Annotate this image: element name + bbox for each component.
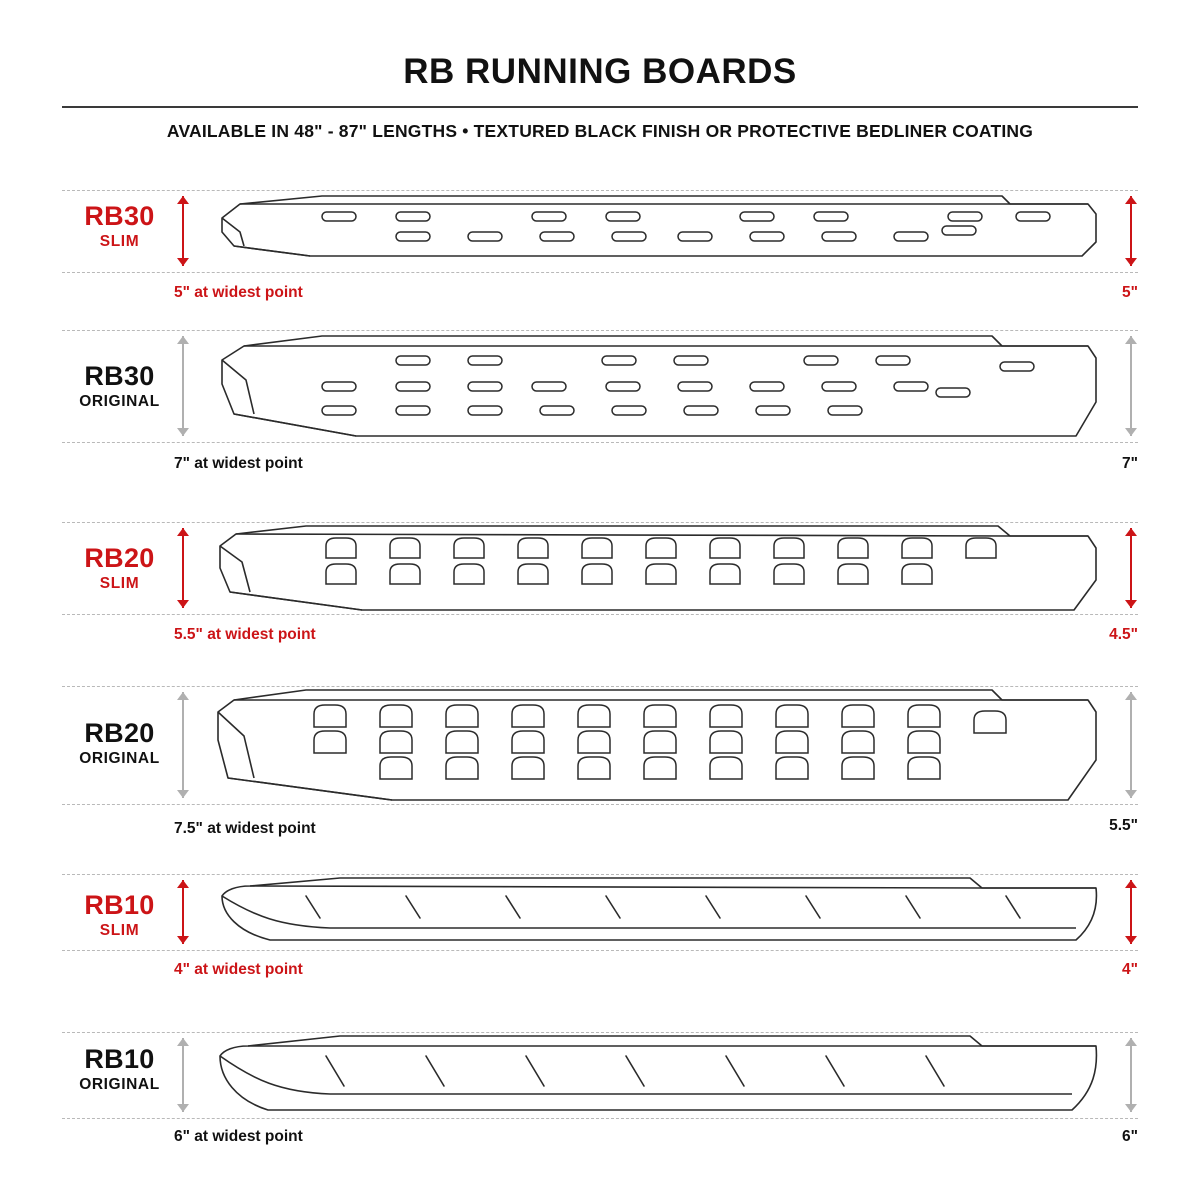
height-arrow-right bbox=[1124, 692, 1138, 798]
height-arrow-right bbox=[1124, 880, 1138, 944]
model-name: RB10 bbox=[84, 890, 155, 920]
page-title: RB RUNNING BOARDS bbox=[403, 52, 797, 91]
height-caption: 5.5" bbox=[1109, 817, 1138, 834]
model-variant: SLIM bbox=[99, 232, 140, 250]
height-caption: 6" bbox=[1122, 1128, 1138, 1145]
board-illustration-rb30-slim bbox=[210, 186, 1100, 281]
model-name: RB20 bbox=[84, 718, 155, 748]
board-illustration-rb20-slim bbox=[210, 518, 1100, 623]
height-arrow-left bbox=[176, 196, 190, 266]
header bbox=[0, 0, 1200, 142]
height-arrow-right bbox=[1124, 1038, 1138, 1112]
model-variant: ORIGINAL bbox=[79, 1075, 160, 1093]
board-illustration-rb20-original bbox=[210, 682, 1100, 812]
row-label bbox=[62, 720, 177, 768]
row-label bbox=[62, 892, 177, 940]
height-caption: 5" bbox=[1122, 284, 1138, 301]
row-label bbox=[62, 1046, 177, 1094]
height-caption: 4.5" bbox=[1109, 626, 1138, 643]
model-name: RB30 bbox=[84, 361, 155, 391]
height-arrow-left bbox=[176, 692, 190, 798]
height-caption: 4" bbox=[1122, 961, 1138, 978]
height-arrow-right bbox=[1124, 528, 1138, 608]
height-arrow-right bbox=[1124, 336, 1138, 436]
model-variant: ORIGINAL bbox=[79, 392, 160, 410]
model-name: RB10 bbox=[84, 1044, 155, 1074]
model-variant: SLIM bbox=[99, 921, 140, 939]
width-caption: 5.5" at widest point bbox=[174, 626, 316, 643]
page-subtitle: AVAILABLE IN 48" - 87" LENGTHS • TEXTURED BLACK FINISH OR PROTECTIVE BEDLINER COATING bbox=[166, 121, 1034, 141]
row-label bbox=[62, 545, 177, 593]
model-variant: SLIM bbox=[99, 574, 140, 592]
board-illustration-rb10-slim bbox=[210, 870, 1100, 960]
width-caption: 4" at widest point bbox=[174, 961, 303, 978]
width-caption: 5" at widest point bbox=[174, 284, 303, 301]
board-illustration-rb10-original bbox=[210, 1026, 1100, 1126]
height-arrow-left bbox=[176, 880, 190, 944]
width-caption: 7" at widest point bbox=[174, 455, 303, 472]
height-arrow-right bbox=[1124, 196, 1138, 266]
board-illustration-rb30-original bbox=[210, 326, 1100, 451]
row-label bbox=[62, 363, 177, 411]
height-arrow-left bbox=[176, 1038, 190, 1112]
width-caption: 7.5" at widest point bbox=[174, 820, 316, 837]
height-caption: 7" bbox=[1122, 455, 1138, 472]
model-name: RB30 bbox=[84, 201, 155, 231]
width-caption: 6" at widest point bbox=[174, 1128, 303, 1145]
row-label bbox=[62, 203, 177, 251]
height-arrow-left bbox=[176, 528, 190, 608]
height-arrow-left bbox=[176, 336, 190, 436]
model-variant: ORIGINAL bbox=[79, 749, 160, 767]
model-name: RB20 bbox=[84, 543, 155, 573]
